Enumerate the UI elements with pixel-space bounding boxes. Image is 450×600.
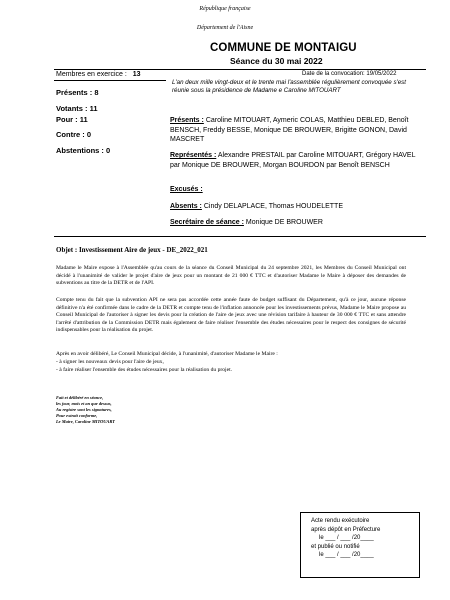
acte-executoire-box [300, 512, 420, 578]
acte-line: Acte rendu exécutoire [311, 518, 370, 524]
body-decision-item-2: - à faire réaliser l'ensemble des études nécessaires pour la réalisation du projet. [56, 367, 233, 373]
commune-title: COMMUNE DE MONTAIGU [210, 42, 357, 54]
bottom-rule [54, 236, 426, 237]
signature-block [56, 395, 176, 425]
abstentions-count: Abstentions : 0 [56, 146, 111, 155]
body-decision: Après en avoir délibéré, Le Conseil Municipal décide, à l'unanimité, d'autoriser Madame le Maire : [56, 351, 278, 357]
body-paragraph-1: Madame le Maire expose à l'Assemblée qu'au cours de la séance du Conseil Municipal du 24 septembre 2021, les Membres du Conseil Municipal ont décidé à l'unanimité de valider le projet d'aire de jeux pour un montant de 21 000 € TTC et d'autoriser Madame le Maire à déposer des demandes de subventions au titre de la DETR et de l'API. [56, 265, 406, 287]
signature-line: Pour extrait conforme, [56, 413, 98, 418]
absents-label: Absents : [170, 203, 202, 210]
presents-block [170, 116, 420, 145]
signature-line: Au registre sont les signatures, [56, 407, 112, 412]
presents-label: Présents : [170, 117, 204, 124]
acte-line: après dépôt en Préfecture [311, 526, 381, 533]
acte-line: et publié ou notifié [311, 543, 360, 550]
presents-list: Caroline MITOUART, Aymeric COLAS, Matthieu DEBLED, Benoît BENSCH, Freddy BESSE, Monique DE BROUWER, Brigitte GONON, David MASCRET [170, 117, 409, 143]
body-paragraph-2: Compte tenu du fait que la subvention API ne sera pas accordée cette année faute de budget suffisant du Département, qu'à ce jour, aucune réponse définitive n'a été confirmée dans le cadre de la DETR et compte tenu de l'inflation annoncée pour les investissements prévus, Madame le Maire propose au Conseil Municipal de l'autoriser à signer les devis pour la création de l'aire de jeux avec une révision tarifaire à hauteur de 30 000 € TTC et sans attendre l'arrêté d'attribution de la Commission DETR mais également de faire réaliser l'ensemble des études nécessaires pour le respect des consignes de sécurité indispensables pour la réalisation du projet. [56, 297, 406, 334]
objet-title: Objet : Investissement Aire de jeux - DE_2022_021 [56, 246, 208, 254]
secretaire-label: Secrétaire de séance : [170, 219, 244, 226]
secretaire-name: Monique DE BROUWER [245, 219, 323, 226]
pour-count: Pour : 11 [56, 115, 88, 124]
membres-en-exercice [56, 71, 161, 78]
left-rule [54, 80, 166, 81]
votants-count: Votants : 11 [56, 104, 98, 113]
excuses-block [170, 185, 420, 195]
body-decision-item-1: - à signer les nouveaux devis pour l'aire de jeux, [56, 359, 164, 365]
membres-value: 13 [132, 71, 141, 78]
representes-list: Alexandre PRESTAIL par Caroline MITOUART, Grégory HAVEL par Monique DE BROUWER, Morgan BOURDON par Benoît BENSCH [170, 152, 416, 169]
representes-label: Représentés : [170, 152, 217, 159]
seance-date: Séance du 30 mai 2022 [230, 56, 323, 66]
signature-line: les jour, mois et an que dessus, [56, 401, 112, 406]
acte-date-line: le ___ / ___ /20____ [319, 552, 374, 558]
acte-date-line: le ___ / ___ /20____ [319, 535, 374, 541]
date-convocation: Date de la convocation: 19/05/2022 [302, 71, 397, 77]
presents-count: Présents : 8 [56, 88, 99, 97]
representes-block [170, 151, 420, 170]
intro-text: L'an deux mille vingt-deux et le trente mai l'assemblée régulièrement convoquée s'est réunie sous la présidence de Madame e Caroline MITOUART [172, 79, 406, 95]
secretaire-block [170, 218, 420, 228]
signature-line: Fait et délibéré en séance, [56, 395, 104, 400]
membres-label: Membres en exercice : [56, 71, 127, 78]
signature-line: Le Maire, Caroline MITOUART [56, 419, 115, 424]
absents-block [170, 202, 420, 212]
absents-list: Cindy DELAPLACE, Thomas HOUDELETTE [203, 203, 343, 210]
republique-label: République française [199, 6, 251, 12]
departement-label: Département de l'Aisne [196, 25, 254, 31]
contre-count: Contre : 0 [56, 130, 92, 139]
excuses-label: Excusés : [170, 186, 203, 193]
top-rule [54, 69, 426, 70]
